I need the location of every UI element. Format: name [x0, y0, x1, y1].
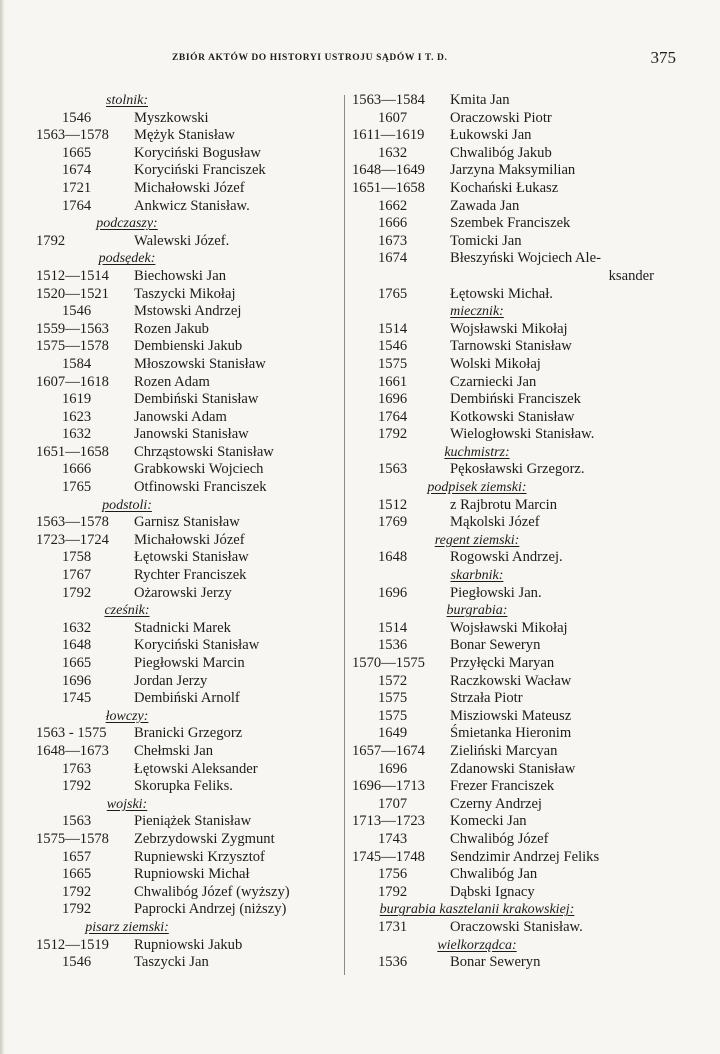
- section-label: podpisek ziemski:: [427, 480, 527, 496]
- entry-date: 1512: [378, 496, 408, 513]
- entry-row: [352, 620, 662, 638]
- entry-name: Dembiński Franciszek: [450, 391, 581, 408]
- entry-row: [352, 409, 662, 427]
- entry-row: [352, 514, 662, 532]
- section-label: skarbnik:: [450, 568, 504, 584]
- entry-name: Dembiński Arnolf: [134, 690, 240, 707]
- entry-row: [352, 831, 662, 849]
- section-heading: [352, 303, 662, 321]
- entry-name: Piegłowski Jan.: [450, 584, 542, 601]
- entry-name: Czerny Andrzej: [450, 795, 542, 812]
- entry-row: [352, 884, 662, 902]
- entry-row: [36, 778, 338, 796]
- entry-row: [36, 655, 338, 673]
- entry-row: [352, 849, 662, 867]
- entry-row: [352, 461, 662, 479]
- entry-name: Raczkowski Wacław: [450, 672, 572, 689]
- entry-row: [36, 585, 338, 603]
- entry-name: Janowski Adam: [134, 408, 227, 425]
- entry-name: Rupniowski Jakub: [134, 936, 243, 953]
- entry-date: 1632: [62, 426, 92, 443]
- entry-date: 1623: [62, 408, 92, 425]
- entry-name: Mąkolski Józef: [450, 514, 540, 531]
- entry-date: 1666: [378, 215, 408, 232]
- entry-row: [36, 690, 338, 708]
- entry-date: 1696—1713: [352, 778, 425, 795]
- section-heading: [352, 532, 662, 550]
- entry-date: 1546: [378, 338, 408, 355]
- section-label: pisarz ziemski:: [85, 919, 169, 935]
- section-label: burgrabia kasztelanii krakowskiej:: [379, 902, 575, 918]
- entry-name: Chwalibóg Jan: [450, 866, 538, 883]
- entry-date: 1632: [62, 619, 92, 636]
- entry-name: Chwalibóg Józef (wyższy): [134, 883, 290, 900]
- entry-name: Tarnowski Stanisław: [450, 338, 572, 355]
- entry-date: 1661: [378, 373, 408, 390]
- entry-row: [36, 127, 338, 145]
- entry-name: Koryciński Stanisław: [134, 637, 260, 654]
- entry-name: Rupniewski Krzysztof: [134, 848, 265, 865]
- entry-name: Mężyk Stanisław: [134, 127, 235, 144]
- entry-date: 1512—1519: [36, 936, 109, 953]
- page-edge-shadow: [0, 0, 5, 1054]
- entry-date: 1563—1584: [352, 92, 425, 108]
- entry-row: [352, 866, 662, 884]
- entry-name: Rogowski Andrzej.: [450, 549, 563, 566]
- entry-date: 1648—1673: [36, 742, 109, 759]
- entry-row: [36, 286, 338, 304]
- entry-date: 1666: [62, 461, 92, 478]
- entry-name: Mstowski Andrzej: [134, 303, 242, 320]
- entry-date: 1575: [378, 690, 408, 707]
- entry-name: Walewski Józef.: [134, 232, 230, 249]
- entry-name: Skorupka Feliks.: [134, 778, 233, 795]
- entry-date: 1563—1578: [36, 127, 109, 144]
- entry-date: 1696: [378, 391, 408, 408]
- entry-name: Wielogłowski Stanisław.: [450, 426, 595, 443]
- entry-name: Misziowski Mateusz: [450, 707, 572, 724]
- entry-name: Taszycki Mikołaj: [134, 285, 236, 302]
- entry-name: Tomicki Jan: [450, 232, 522, 249]
- entry-row: [36, 162, 338, 180]
- entry-row: [36, 110, 338, 128]
- entry-row: [352, 110, 662, 128]
- right-column: [352, 92, 662, 972]
- entry-name: Biechowski Jan: [134, 267, 227, 284]
- entry-name: Rozen Adam: [134, 373, 210, 390]
- entry-row: [36, 338, 338, 356]
- entry-row: [36, 549, 338, 567]
- entry-name: Oraczowski Stanisław.: [450, 918, 583, 935]
- entry-name: Kochański Łukasz: [450, 179, 559, 196]
- entry-date: 1763: [62, 760, 92, 777]
- entry-date: 1721: [62, 179, 92, 196]
- section-label: wielkorządca:: [437, 937, 517, 953]
- entry-date: 1632: [378, 144, 408, 161]
- entry-name: Wojsławski Mikołaj: [450, 619, 568, 636]
- entry-name: z Rajbrotu Marcin: [450, 496, 557, 513]
- entry-name: Łętowski Stanisław: [134, 549, 249, 566]
- entry-name: Rychter Franciszek: [134, 567, 247, 584]
- entry-date: 1696: [378, 584, 408, 601]
- entry-row: [352, 356, 662, 374]
- entry-date: 1674: [62, 162, 92, 179]
- entry-row: [352, 725, 662, 743]
- entry-row: [352, 796, 662, 814]
- entry-name: Bonar Seweryn: [450, 637, 541, 654]
- entry-row: [36, 461, 338, 479]
- entry-date: 1674: [378, 250, 408, 267]
- entry-date: 1607: [378, 109, 408, 126]
- entry-name: Garnisz Stanisław: [134, 514, 240, 531]
- entry-row: [352, 233, 662, 251]
- section-label: podstoli:: [102, 497, 152, 513]
- entry-name: Taszycki Jan: [134, 954, 209, 971]
- entry-row: [36, 444, 338, 462]
- entry-date: 1575: [378, 355, 408, 372]
- entry-row: [36, 637, 338, 655]
- entry-name: Michałowski Józef: [134, 179, 245, 196]
- entry-name: Sendzimir Andrzej Feliks: [450, 848, 600, 865]
- entry-date: 1665: [62, 866, 92, 883]
- entry-date: 1648: [62, 637, 92, 654]
- entry-date: 1563 - 1575: [36, 725, 107, 742]
- entry-date: 1723—1724: [36, 531, 109, 548]
- entry-row: [352, 708, 662, 726]
- entry-date: 1570—1575: [352, 655, 425, 671]
- entry-name: Jordan Jerzy: [134, 672, 208, 689]
- section-label: stolnik:: [106, 93, 148, 108]
- entry-row: [36, 937, 338, 955]
- entry-date: 1575: [378, 707, 408, 724]
- entry-row: [36, 479, 338, 497]
- entry-row: [36, 391, 338, 409]
- entry-date: 1520—1521: [36, 285, 109, 302]
- entry-name: Michałowski Józef: [134, 531, 245, 548]
- left-column: [36, 92, 338, 972]
- entry-date: 1559—1563: [36, 320, 109, 337]
- entry-date: 1792: [36, 232, 66, 249]
- entry-name: Rupniowski Michał: [134, 866, 250, 883]
- entry-name: Komecki Jan: [450, 813, 527, 830]
- entry-row: [36, 374, 338, 392]
- section-label: wojski:: [106, 796, 148, 812]
- entry-date: 1665: [62, 655, 92, 671]
- section-heading: [36, 796, 338, 814]
- entry-date: 1536: [378, 954, 408, 971]
- entry-row: [352, 215, 662, 233]
- entry-date: 1584: [62, 355, 92, 372]
- entry-date: 1745: [62, 690, 92, 707]
- entry-date: 1756: [378, 866, 408, 883]
- entry-date: 1767: [62, 567, 92, 584]
- entry-name: Ankwicz Stanisław.: [134, 197, 250, 214]
- entry-row: [36, 409, 338, 427]
- entry-date: 1792: [62, 883, 92, 900]
- entry-date: 1662: [378, 197, 408, 214]
- entry-date: 1792: [378, 883, 408, 900]
- entry-date: 1731: [378, 918, 408, 935]
- entry-row: [352, 391, 662, 409]
- section-label: burgrabia:: [446, 603, 508, 619]
- section-label: cześnik:: [104, 603, 150, 619]
- entry-date: 1696: [62, 672, 92, 689]
- entry-date: 1512—1514: [36, 267, 109, 284]
- entry-date: 1765: [378, 285, 408, 302]
- entry-date: 1563—1578: [36, 514, 109, 531]
- entry-date: 1546: [62, 303, 92, 320]
- entry-name: Chełmski Jan: [134, 742, 214, 759]
- entry-name: Bonar Seweryn: [450, 954, 541, 971]
- section-heading: [36, 602, 338, 620]
- entry-date: 1546: [62, 109, 92, 126]
- entry-date: 1536: [378, 637, 408, 654]
- entry-row: [36, 356, 338, 374]
- entry-row: [352, 919, 662, 937]
- entry-name: Oraczowski Piotr: [450, 109, 552, 126]
- entry-date: 1575—1578: [36, 338, 109, 355]
- entry-row: [36, 532, 338, 550]
- entry-row: [352, 426, 662, 444]
- entry-row: [352, 778, 662, 796]
- entry-name: Kmita Jan: [450, 92, 510, 108]
- section-heading: [36, 250, 338, 268]
- entry-name: Piegłowski Marcin: [134, 655, 245, 671]
- entry-name: Łukowski Jan: [450, 127, 532, 144]
- entry-row: [352, 761, 662, 779]
- entry-date: 1673: [378, 232, 408, 249]
- entry-row: [36, 901, 338, 919]
- entry-date: 1696: [378, 760, 408, 777]
- entry-date: 1792: [378, 426, 408, 443]
- entry-row: [352, 585, 662, 603]
- section-label: regent ziemski:: [434, 532, 520, 548]
- entry-name: Szembek Franciszek: [450, 215, 571, 232]
- entry-date: 1657: [62, 848, 92, 865]
- section-heading: [36, 92, 338, 110]
- entry-name: Pieniążek Stanisław: [134, 813, 252, 830]
- entry-date: 1765: [62, 479, 92, 496]
- entry-name: Koryciński Franciszek: [134, 162, 266, 179]
- entry-date: 1745—1748: [352, 848, 425, 865]
- entry-name: Wojsławski Mikołaj: [450, 320, 568, 337]
- entry-date: 1563: [378, 461, 408, 478]
- entry-row: [36, 620, 338, 638]
- entry-row: [352, 250, 662, 268]
- entry-date: 1769: [378, 514, 408, 531]
- entry-row: [36, 268, 338, 286]
- entry-name: Frezer Franciszek: [450, 778, 555, 795]
- section-heading: [352, 901, 662, 919]
- entry-date: 1792: [62, 901, 92, 918]
- page-header: [40, 48, 680, 72]
- entry-name: Grabkowski Wojciech: [134, 461, 264, 478]
- entry-date: 1563: [62, 813, 92, 830]
- entry-row: [352, 497, 662, 515]
- entry-name: Śmietanka Hieronim: [450, 725, 572, 742]
- entry-row: [352, 286, 662, 304]
- section-heading: [352, 444, 662, 462]
- entry-row: [36, 145, 338, 163]
- entry-row: [36, 198, 338, 216]
- entry-name: Myszkowski: [134, 109, 209, 126]
- entry-row: [36, 233, 338, 251]
- entry-row: [36, 831, 338, 849]
- entry-name: Zieliński Marcyan: [450, 742, 558, 759]
- entry-row: [36, 426, 338, 444]
- entry-name: Młoszowski Stanisław: [134, 355, 266, 372]
- entry-row: [36, 761, 338, 779]
- entry-row: [352, 673, 662, 691]
- entry-name: Dembienski Jakub: [134, 338, 243, 355]
- entry-name: Błeszyński Wojciech Ale-: [450, 250, 601, 267]
- entry-date: 1514: [378, 320, 408, 337]
- section-label: kuchmistrz:: [444, 444, 510, 460]
- entry-name: Przyłęcki Maryan: [450, 655, 555, 671]
- entry-date: 1514: [378, 619, 408, 636]
- entry-date: 1764: [378, 408, 408, 425]
- entry-date: 1764: [62, 197, 92, 214]
- entry-date: 1546: [62, 954, 92, 971]
- entry-row: [36, 725, 338, 743]
- entry-name: Chwalibóg Jakub: [450, 144, 552, 161]
- entry-name: Łętowski Aleksander: [134, 760, 258, 777]
- section-heading: [352, 937, 662, 955]
- entry-row: [352, 145, 662, 163]
- entry-date: 1648—1649: [352, 162, 425, 179]
- entry-continuation: ksander: [608, 267, 654, 284]
- section-heading: [352, 567, 662, 585]
- entry-row: [352, 321, 662, 339]
- entry-date: 1713—1723: [352, 813, 425, 830]
- section-label: podsędek:: [98, 251, 156, 267]
- entry-date: 1758: [62, 549, 92, 566]
- entry-date: 1611—1619: [352, 127, 425, 144]
- entry-row: [352, 813, 662, 831]
- entry-row: [352, 374, 662, 392]
- entry-row: [36, 866, 338, 884]
- section-label: podczaszy:: [96, 216, 158, 232]
- entry-name: Paprocki Andrzej (niższy): [134, 901, 287, 918]
- entry-row: [352, 637, 662, 655]
- section-label: łowczy:: [105, 708, 149, 724]
- entry-row: [36, 743, 338, 761]
- entry-date: 1651—1658: [352, 179, 425, 196]
- entry-name: Dąbski Ignacy: [450, 883, 535, 900]
- section-heading: [352, 602, 662, 620]
- entry-row: [352, 549, 662, 567]
- entry-date: 1792: [62, 778, 92, 795]
- entry-name: Otfinowski Franciszek: [134, 479, 267, 496]
- section-heading: [36, 708, 338, 726]
- entry-row: [36, 180, 338, 198]
- entry-name: Chwalibóg Józef: [450, 830, 549, 847]
- entry-row: [36, 514, 338, 532]
- entry-row: [352, 162, 662, 180]
- entry-name: Zdanowski Stanisław: [450, 760, 576, 777]
- entry-row: [36, 849, 338, 867]
- entry-date: 1792: [62, 584, 92, 601]
- page-number: 375: [650, 48, 676, 67]
- entry-name: Ożarowski Jerzy: [134, 584, 232, 601]
- entry-date: 1657—1674: [352, 742, 425, 759]
- entry-row: [352, 180, 662, 198]
- entry-row: [352, 954, 662, 972]
- entry-row: [36, 813, 338, 831]
- entry-name: Zebrzydowski Zygmunt: [134, 830, 275, 847]
- entry-row: [36, 954, 338, 972]
- entry-name: Czarniecki Jan: [450, 373, 537, 390]
- running-title: ZBIÓR AKTÓW DO HISTORYI USTROJU SĄDÓW I T. D.: [172, 53, 448, 63]
- entry-row: [352, 655, 662, 673]
- entry-row: [352, 127, 662, 145]
- entry-row: [352, 338, 662, 356]
- entry-row: [36, 303, 338, 321]
- entry-date: 1651—1658: [36, 443, 109, 460]
- entry-row: [36, 321, 338, 339]
- section-heading: [36, 919, 338, 937]
- entry-date: 1648: [378, 549, 408, 566]
- column-divider: [344, 95, 345, 975]
- entry-date: 1665: [62, 144, 92, 161]
- entry-date: 1572: [378, 672, 408, 689]
- entry-name: Zawada Jan: [450, 197, 520, 214]
- entry-row: [352, 92, 662, 110]
- entry-date: 1575—1578: [36, 830, 109, 847]
- section-heading: [36, 215, 338, 233]
- section-heading: [352, 479, 662, 497]
- entry-row: [352, 198, 662, 216]
- entry-row: [36, 673, 338, 691]
- entry-date: 1619: [62, 391, 92, 408]
- entry-name: Janowski Stanisław: [134, 426, 249, 443]
- section-label: miecznik:: [450, 304, 504, 320]
- entry-row: [352, 690, 662, 708]
- entry-name: Branicki Grzegorz: [134, 725, 243, 742]
- entry-name: Koryciński Bogusław: [134, 144, 261, 161]
- entry-date: 1607—1618: [36, 373, 109, 390]
- entry-name: Łętowski Michał.: [450, 285, 553, 302]
- entry-name: Rozen Jakub: [134, 320, 209, 337]
- entry-row: [36, 567, 338, 585]
- entry-name: Kotkowski Stanisław: [450, 408, 575, 425]
- entry-name: Chrząstowski Stanisław: [134, 443, 274, 460]
- entry-name: Jarzyna Maksymilian: [450, 162, 576, 179]
- entry-date: 1649: [378, 725, 408, 742]
- section-heading: [36, 497, 338, 515]
- entry-name: Wolski Mikołaj: [450, 355, 541, 372]
- entry-date: 1743: [378, 830, 408, 847]
- entry-name: Pękosławski Grzegorz.: [450, 461, 585, 478]
- entry-row: [352, 743, 662, 761]
- entry-row: [36, 884, 338, 902]
- entry-date: 1707: [378, 795, 408, 812]
- entry-name: Stadnicki Marek: [134, 619, 231, 636]
- entry-name: Dembiński Stanisław: [134, 391, 259, 408]
- entry-name: Strzała Piotr: [450, 690, 523, 707]
